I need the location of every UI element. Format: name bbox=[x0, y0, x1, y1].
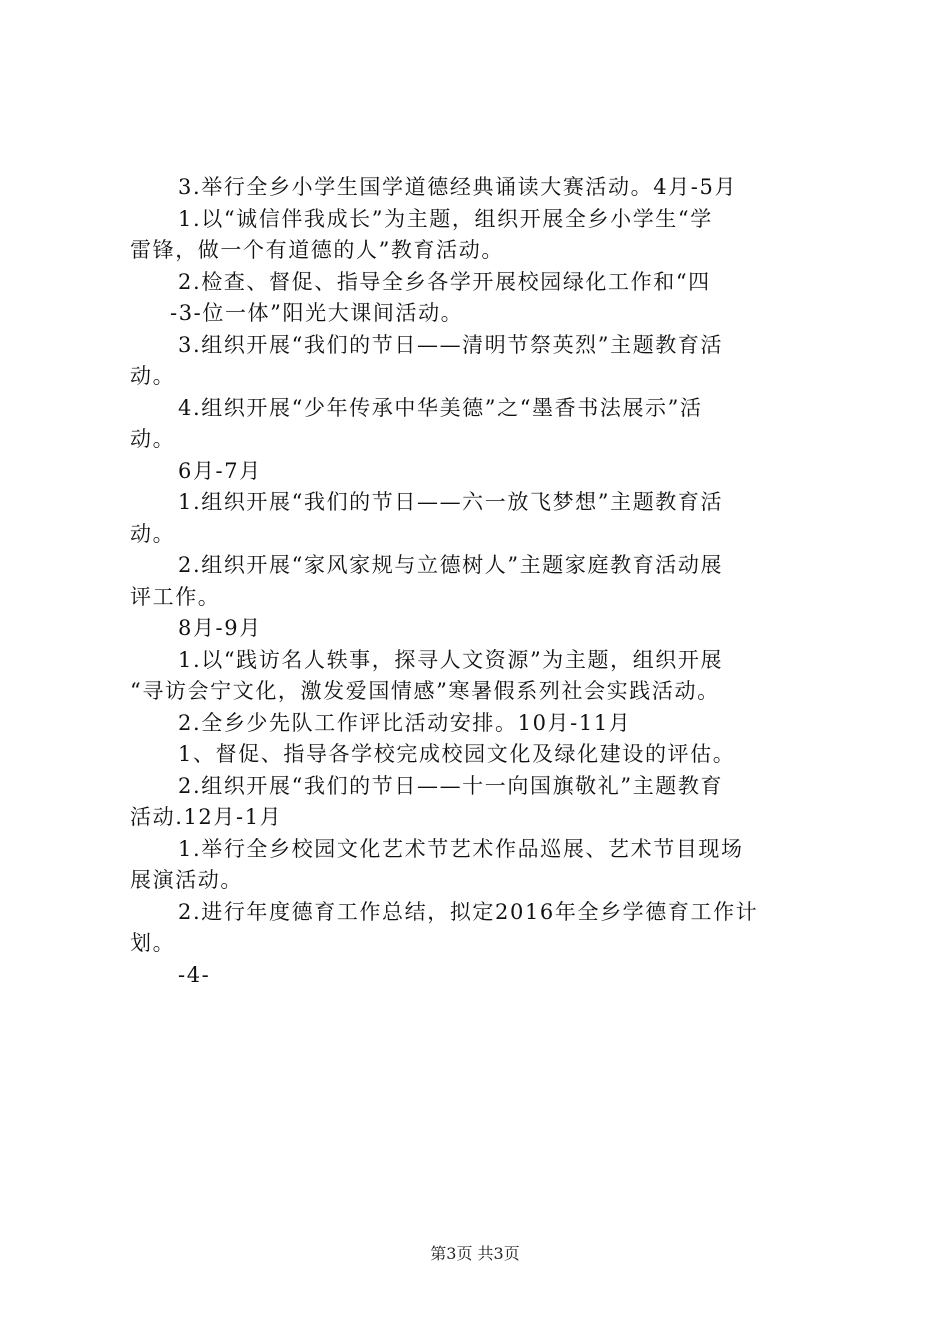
text-line: “寻访会宁文化，激发爱国情感”寒暑假系列社会实践活动。 bbox=[130, 679, 720, 703]
text-line: 划。 bbox=[130, 931, 176, 955]
page-indicator: 第3页 共3页 bbox=[430, 1244, 520, 1263]
text-line: 评工作。 bbox=[130, 584, 221, 609]
text-line: 1.举行全乡校园文化艺术节艺术作品巡展、艺术节目现场 bbox=[178, 836, 744, 861]
text-line: 1.以“诚信伴我成长”为主题，组织开展全乡小学生“学 bbox=[178, 206, 713, 231]
text-line: 动。 bbox=[130, 521, 176, 546]
document-body bbox=[130, 172, 830, 991]
text-line: 展演活动。 bbox=[130, 868, 243, 892]
page-footer bbox=[0, 1244, 950, 1264]
text-line: 3.举行全乡小学生国学道德经典诵读大赛活动。4月-5月 bbox=[178, 175, 738, 199]
text-line: 动。 bbox=[130, 427, 176, 451]
text-line: 3.组织开展“我们的节日——清明节祭英烈”主题教育活 bbox=[178, 332, 724, 357]
text-line: 活动.12月-1月 bbox=[130, 805, 283, 829]
text-line: 1、督促、指导各学校完成校园文化及绿化建设的评估。 bbox=[178, 742, 736, 766]
text-line: 2.组织开展“家风家规与立德树人”主题家庭教育活动展 bbox=[178, 553, 724, 577]
text-line: 2.进行年度德育工作总结，拟定2016年全乡学德育工作计 bbox=[178, 899, 759, 924]
text-line: 1.以“践访名人轶事，探寻人文资源”为主题，组织开展 bbox=[178, 647, 724, 672]
page-number-inline: -4- bbox=[178, 962, 211, 987]
text-line: 8月-9月 bbox=[178, 616, 262, 640]
text-line: 6月-7月 bbox=[178, 458, 262, 483]
text-line: -3-位一体”阳光大课间活动。 bbox=[170, 301, 464, 325]
text-line: 动。 bbox=[130, 364, 176, 388]
text-line: 2.检查、督促、指导全乡各学开展校园绿化工作和“四 bbox=[178, 269, 711, 294]
text-line: 雷锋，做一个有道德的人”教育活动。 bbox=[130, 238, 504, 262]
text-line: 2.组织开展“我们的节日——十一向国旗敬礼”主题教育 bbox=[178, 773, 724, 798]
text-line: 2.全乡少先队工作评比活动安排。10月-11月 bbox=[178, 710, 632, 735]
text-line: 4.组织开展“少年传承中华美德”之“墨香书法展示”活 bbox=[178, 395, 703, 420]
text-line: 1.组织开展“我们的节日——六一放飞梦想”主题教育活 bbox=[178, 490, 724, 514]
